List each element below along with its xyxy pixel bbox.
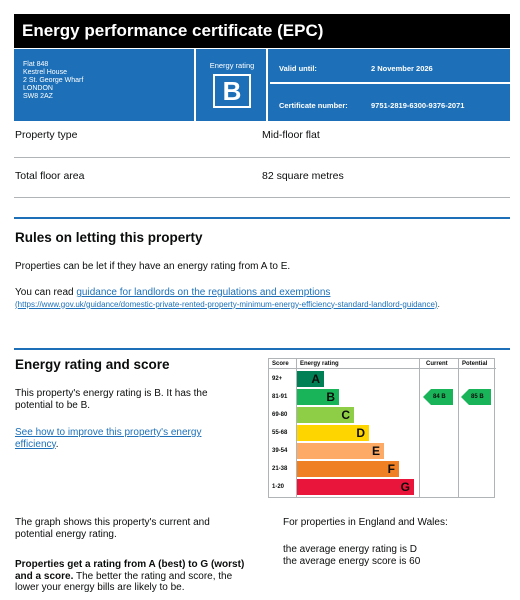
band-score-label: 69-80 [272, 412, 288, 418]
rating-band-g [297, 479, 414, 495]
rating-info-bold: Properties get a rating from A (best) to G (worst) and a score. [15, 559, 245, 582]
rating-band-a [297, 371, 324, 387]
rating-band-d [297, 425, 369, 441]
valid-until-value: 2 November 2026 [371, 64, 433, 73]
property-address [14, 49, 196, 121]
improve-suffix: . [55, 438, 59, 450]
valid-until-row [270, 49, 510, 84]
energy-rating-label: Energy rating [209, 61, 255, 70]
address-line: 2 St. George Wharf [23, 77, 84, 84]
valid-until-label: Valid until: [279, 64, 317, 73]
graph-description: The graph shows this property's current and potential energy rating. [15, 517, 210, 540]
page-title: Energy performance certificate (EPC) [14, 14, 510, 48]
rating-explanation: This property's energy rating is B. It has the potential to be B. [15, 388, 208, 411]
band-letter: E [371, 444, 380, 458]
band-score-label: 39-54 [272, 448, 288, 454]
letting-paragraph: Properties can be let if they have an energy rating from A to E. [15, 261, 291, 272]
band-score-label: 55-68 [272, 430, 288, 436]
rating-band-f [297, 461, 399, 477]
certificate-number-value: 9751-2819-6300-9376-2071 [371, 101, 465, 110]
address-line: LONDON [23, 85, 53, 92]
guidance-prefix: You can read [15, 287, 77, 298]
rating-band-b [297, 389, 339, 405]
band-score-label: 92+ [272, 376, 283, 382]
guidance-suffix: . [437, 299, 440, 309]
energy-rating-chart [268, 358, 495, 498]
potential-rating-arrow: 85 B [469, 389, 491, 405]
arrow-tip [423, 389, 431, 405]
arrow-tip [461, 389, 469, 405]
floor-area-value: 82 square metres [262, 170, 344, 182]
energy-rating-box [198, 49, 268, 121]
property-type-value: Mid-floor flat [262, 129, 320, 141]
certificate-number-row [270, 86, 510, 121]
chart-score-header: Score [272, 361, 289, 367]
summary-panel [14, 49, 510, 121]
rating-band-e [297, 443, 384, 459]
chart-rating-header: Energy rating [300, 361, 339, 367]
band-letter: B [326, 390, 335, 404]
band-score-label: 21-38 [272, 466, 288, 472]
energy-rating-value: B [213, 74, 251, 108]
guidance-link[interactable]: guidance for landlords on the regulations and exemptions [76, 287, 331, 298]
rating-info-rest: The better the rating and score, the lower your energy bills are likely to be. [15, 570, 233, 593]
certificate-number-label: Certificate number: [279, 101, 348, 110]
property-type-label: Property type [15, 129, 78, 141]
floor-area-label: Total floor area [15, 170, 85, 182]
floor-area-row [14, 158, 510, 198]
address-line: SW8 2AZ [23, 93, 53, 100]
section-divider [14, 348, 510, 350]
address-line: Flat 848 [23, 61, 49, 68]
improve-efficiency-link[interactable]: See how to improve this property's energy efficiency [15, 427, 202, 450]
band-letter: A [311, 372, 320, 386]
band-score-label: 1-20 [272, 484, 285, 490]
rating-band-c [297, 407, 354, 423]
england-wales-label: For properties in England and Wales: [283, 517, 448, 528]
score-heading: Energy rating and score [15, 357, 170, 372]
band-letter: F [387, 462, 395, 476]
average-rating: the average energy rating is D [283, 544, 417, 555]
average-score: the average energy score is 60 [283, 556, 421, 567]
chart-gridline [419, 359, 420, 498]
rating-info [15, 559, 255, 594]
guidance-paragraph [15, 287, 485, 310]
letting-heading: Rules on letting this property [15, 230, 203, 245]
property-type-row [14, 121, 510, 158]
chart-potential-header: Potential [462, 361, 488, 367]
band-score-label: 81-91 [272, 394, 288, 400]
chart-gridline [458, 359, 459, 498]
guidance-url-link[interactable]: (https://www.gov.uk/guidance/domestic-private-rented-property-minimum-energy-efficiency-standard-landlord-guidance) [15, 299, 438, 309]
band-letter: C [341, 408, 350, 422]
address-line: Kestrel House [23, 69, 67, 76]
band-letter: D [356, 426, 365, 440]
current-rating-arrow: 84 B [431, 389, 453, 405]
improve-paragraph [15, 427, 240, 450]
section-divider [14, 217, 510, 219]
chart-current-header: Current [426, 361, 448, 367]
band-letter: G [400, 480, 410, 494]
